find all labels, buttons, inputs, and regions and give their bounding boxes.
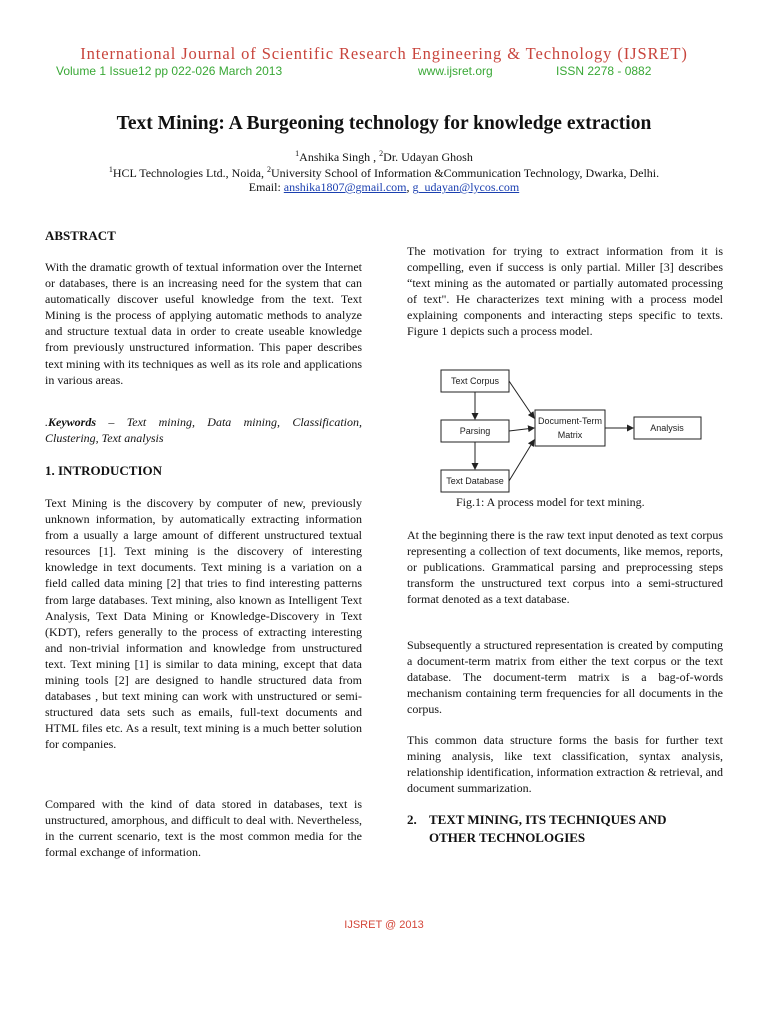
intro-paragraph-2: Compared with the kind of data stored in databases, text is unstructured, amorphous, and difficult to deal with. Nevertheless, in the current scenario, text is the most common media for the formal exchange of information. <box>45 797 362 860</box>
section2-heading-line2: OTHER TECHNOLOGIES <box>429 830 586 845</box>
keywords-label: Keywords <box>48 415 96 429</box>
email-label: Email: <box>248 180 284 194</box>
affiliation2-marker: 2 <box>267 165 272 174</box>
page-footer: IJSRET @ 2013 <box>344 919 424 931</box>
keywords-text: – Text mining, Data mining, Classification, Clustering, Text analysis <box>45 415 362 446</box>
email-line <box>0 180 768 195</box>
parsing-label: Parsing <box>459 426 491 436</box>
abstract-heading: ABSTRACT <box>45 228 116 243</box>
dtm-label-line2: Matrix <box>557 430 583 440</box>
journal-name: International Journal of Scientific Research Engineering & Technology (IJSRET) <box>80 44 688 63</box>
abstract-text: With the dramatic growth of textual information over the Internet or databases, there is an increasing need for the system that can automatically discover useful knowledge from the text. Text Mining is the process of applying automatic methods to analyze and structure textual data in order to create useable knowledge from previously unstructured information. This paper describes text mining with its techniques as well as its role and applications in various areas. <box>45 260 362 387</box>
corpus-paragraph: At the beginning there is the raw text input denoted as text corpus representing a collection of text documents, like memos, reports, or publications. Grammatical parsing and preprocessing steps transform the unstructured text corpus into a semi-structured format denoted as a text database. <box>407 528 723 607</box>
issn: ISSN 2278 - 0882 <box>556 64 652 78</box>
author1: Anshika Singh <box>299 150 371 164</box>
text-corpus-label: Text Corpus <box>450 376 500 386</box>
keywords-prefix: . <box>45 415 48 429</box>
section2-heading-line1: TEXT MINING, ITS TECHNIQUES AND <box>429 812 667 827</box>
arrow-corpus-to-matrix <box>509 381 534 418</box>
structure-paragraph: This common data structure forms the basis for further text mining analysis, like text classification, syntax analysis, relationship identification, information extraction & retrieval, and document summarization. <box>407 733 723 796</box>
analysis-label: Analysis <box>650 423 684 433</box>
affiliation-line <box>0 165 768 181</box>
affiliation2: University School of Information &Communication Technology, Dwarka, Delhi. <box>271 166 660 180</box>
affiliation1-marker: 1 <box>108 165 113 174</box>
matrix-paragraph: Subsequently a structured representation is created by computing a document-term matrix from either the text corpus or the text database. The document-term matrix is a bag-of-words mechanism containing term frequencies for all documents in the corpus. <box>407 638 723 717</box>
paper-title: Text Mining: A Burgeoning technology for knowledge extraction <box>116 113 652 134</box>
intro-heading: 1. INTRODUCTION <box>45 463 163 478</box>
author2: Dr. Udayan Ghosh <box>383 150 473 164</box>
author-line <box>0 149 768 165</box>
arrow-parsing-to-matrix <box>509 428 534 431</box>
author1-marker: 1 <box>295 149 300 158</box>
arrow-database-to-matrix <box>509 440 534 481</box>
process-model-figure <box>405 360 725 495</box>
motivation-paragraph: The motivation for trying to extract information from it is compelling, even if success is only partial. Miller [3] describes “text mining as the automated or partially automated processing of text". He characterizes text mining with a process model explaining components and interacting steps specific to texts. Figure 1 depicts such a process model. <box>407 244 723 339</box>
keywords <box>45 414 362 446</box>
dtm-label-line1: Document-Term <box>537 416 603 426</box>
text-database-label: Text Database <box>446 476 504 486</box>
section2-number: 2. <box>407 812 417 827</box>
author-separator: , <box>370 150 380 164</box>
author2-marker: 2 <box>379 149 384 158</box>
journal-website[interactable]: www.ijsret.org <box>418 64 493 78</box>
intro-paragraph-1: Text Mining is the discovery by computer of new, previously unknown information, by automatically extracting information from a usually a large amount of different unstructured textual resources [1]. Text mining is the discovery of interesting knowledge in text documents. Text mining is a variation on a field called data mining [2] that tries to find interesting patterns from large databases. Text mining, also known as Intelligent Text Analysis, Text Data Mining or Knowledge-Discovery in Text (KDT), refers generally to the process of extracting interesting and non-trivial information and knowledge from unstructured text. Text mining [1] is similar to data mining, except that data mining tools [2] are designed to handle structured data from databases , but text mining can work with unstructured or semi-structured data sets such as emails, full-text documents and HTML files etc. As a result, text mining is a much better solution for companies. <box>45 496 362 752</box>
email2-link[interactable]: g_udayan@lycos.com <box>412 180 520 194</box>
figure-caption: Fig.1: A process model for text mining. <box>456 495 645 509</box>
email-separator: , <box>406 180 413 194</box>
affiliation1: HCL Technologies Ltd., Noida, <box>112 166 268 180</box>
email1-link[interactable]: anshika1807@gmail.com <box>283 180 407 194</box>
volume-info: Volume 1 Issue12 pp 022-026 March 2013 <box>56 64 283 78</box>
